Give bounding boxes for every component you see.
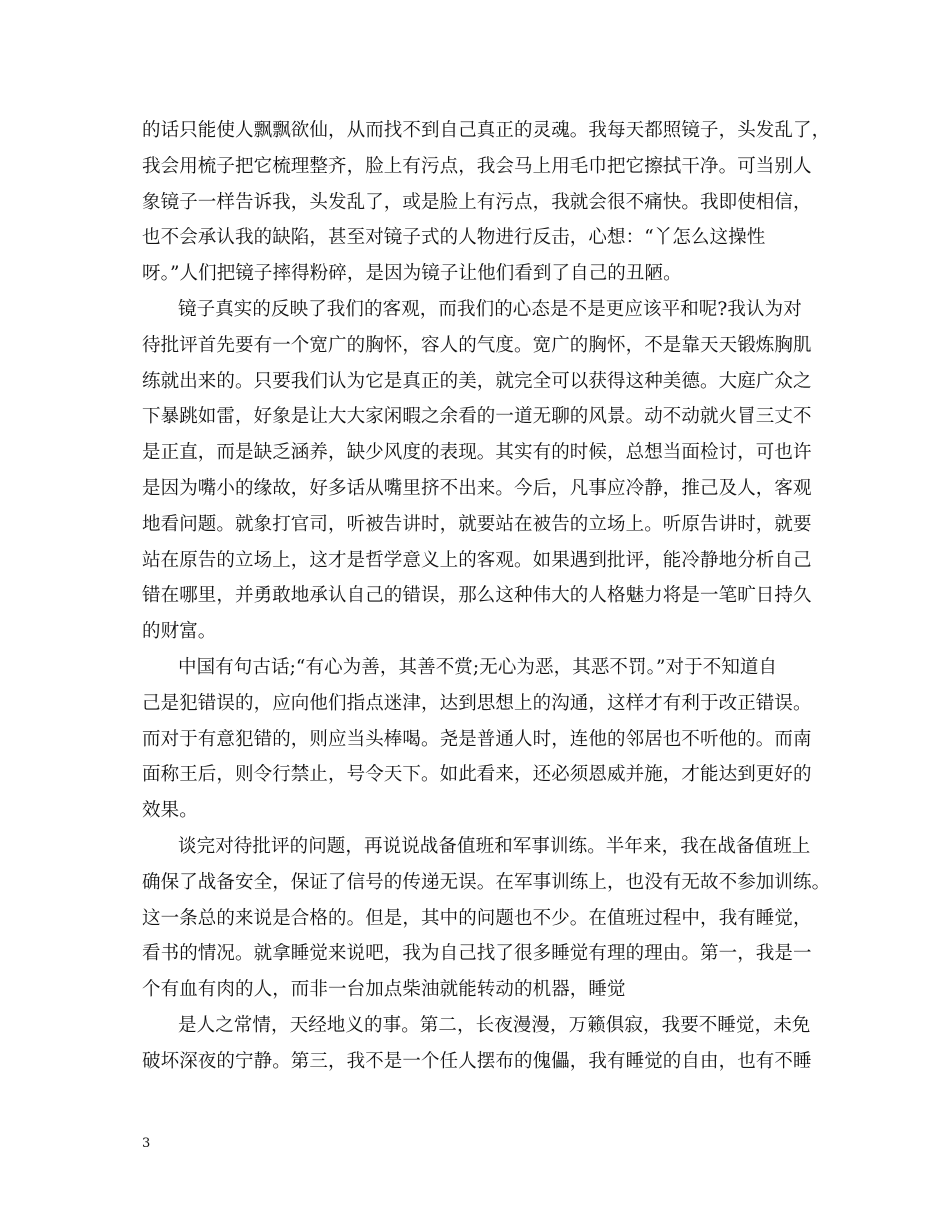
- text-line: 地看问题。就象打官司，听被告讲时，就要站在被告的立场上。听原告讲时，就要: [142, 513, 812, 535]
- text-line: 镜子真实的反映了我们的客观，而我们的心态是不是更应该平和呢?我认为对: [178, 298, 802, 320]
- text-line: 看书的情况。就拿睡觉来说吧，我为自己找了很多睡觉有理的理由。第一，我是一: [142, 943, 812, 965]
- text-line: 错在哪里，并勇敢地承认自己的错误，那么这种伟大的人格魅力将是一笔旷日持久: [142, 585, 812, 607]
- page-number: 3: [142, 1136, 151, 1151]
- text-line: 象镜子一样告诉我，头发乱了，或是脸上有污点，我就会很不痛快。我即使相信，: [142, 191, 812, 213]
- text-line: 谈完对待批评的问题，再说说战备值班和军事训练。半年来，我在战备值班上: [178, 835, 811, 857]
- text-line: 破坏深夜的宁静。第三，我不是一个任人摆布的傀儡，我有睡觉的自由，也有不睡: [142, 1050, 812, 1072]
- text-line: 呀。”人们把镜子摔得粉碎，是因为镜子让他们看到了自己的丑陋。: [142, 263, 682, 285]
- text-line: 这一条总的来说是合格的。但是，其中的问题也不少。在值班过程中，我有睡觉，: [142, 907, 812, 929]
- text-line: 也不会承认我的缺陷，甚至对镜子式的人物进行反击，心想：“丫怎么这操性: [142, 227, 766, 249]
- text-line: 的话只能使人飘飘欲仙，从而找不到自己真正的灵魂。我每天都照镜子，头发乱了，: [142, 120, 831, 141]
- text-line: 我会用梳子把它梳理整齐，脸上有污点，我会马上用毛巾把它擦拭干净。可当别人: [142, 155, 812, 177]
- text-line: 是人之常情，天经地义的事。第二，长夜漫漫，万籁俱寂，我要不睡觉，未免: [178, 1014, 811, 1036]
- text-line: 练就出来的。只要我们认为它是真正的美，就完全可以获得这种美德。大庭广众之: [142, 370, 812, 392]
- text-line: 下暴跳如雷，好象是让大大家闲暇之余看的一道无聊的风景。动不动就火冒三丈不: [142, 406, 812, 428]
- text-line: 的财富。: [142, 621, 217, 643]
- text-line: 是正直，而是缺乏涵养，缺少风度的表现。其实有的时候，总想当面检讨，可也许: [142, 442, 812, 464]
- body-text: [142, 113, 832, 1080]
- text-line: 个有血有肉的人，而非一台加点柴油就能转动的机器，睡觉: [142, 979, 626, 1001]
- text-line: 中国有句古话;“有心为善，其善不赏;无心为恶，其恶不罚。”对于不知道自: [178, 656, 778, 678]
- text-line: 待批评首先要有一个宽广的胸怀，容人的气度。宽广的胸怀，不是靠天天锻炼胸肌: [142, 334, 812, 356]
- text-line: 确保了战备安全，保证了信号的传递无误。在军事训练上，也没有无故不参加训练。: [142, 871, 831, 893]
- text-line: 是因为嘴小的缘故，好多话从嘴里挤不出来。今后，凡事应冷静，推己及人，客观: [142, 477, 812, 499]
- text-line: 而对于有意犯错的，则应当头棒喝。尧是普通人时，连他的邻居也不听他的。而南: [142, 728, 812, 750]
- text-line: 效果。: [142, 800, 198, 822]
- text-line: 站在原告的立场上，这才是哲学意义上的客观。如果遇到批评，能冷静地分析自己: [142, 549, 812, 571]
- text-line: 己是犯错误的，应向他们指点迷津，达到思想上的沟通，这样才有利于改正错误。: [142, 692, 812, 714]
- text-line: 面称王后，则令行禁止，号令天下。如此看来，还必须恩威并施，才能达到更好的: [142, 764, 812, 786]
